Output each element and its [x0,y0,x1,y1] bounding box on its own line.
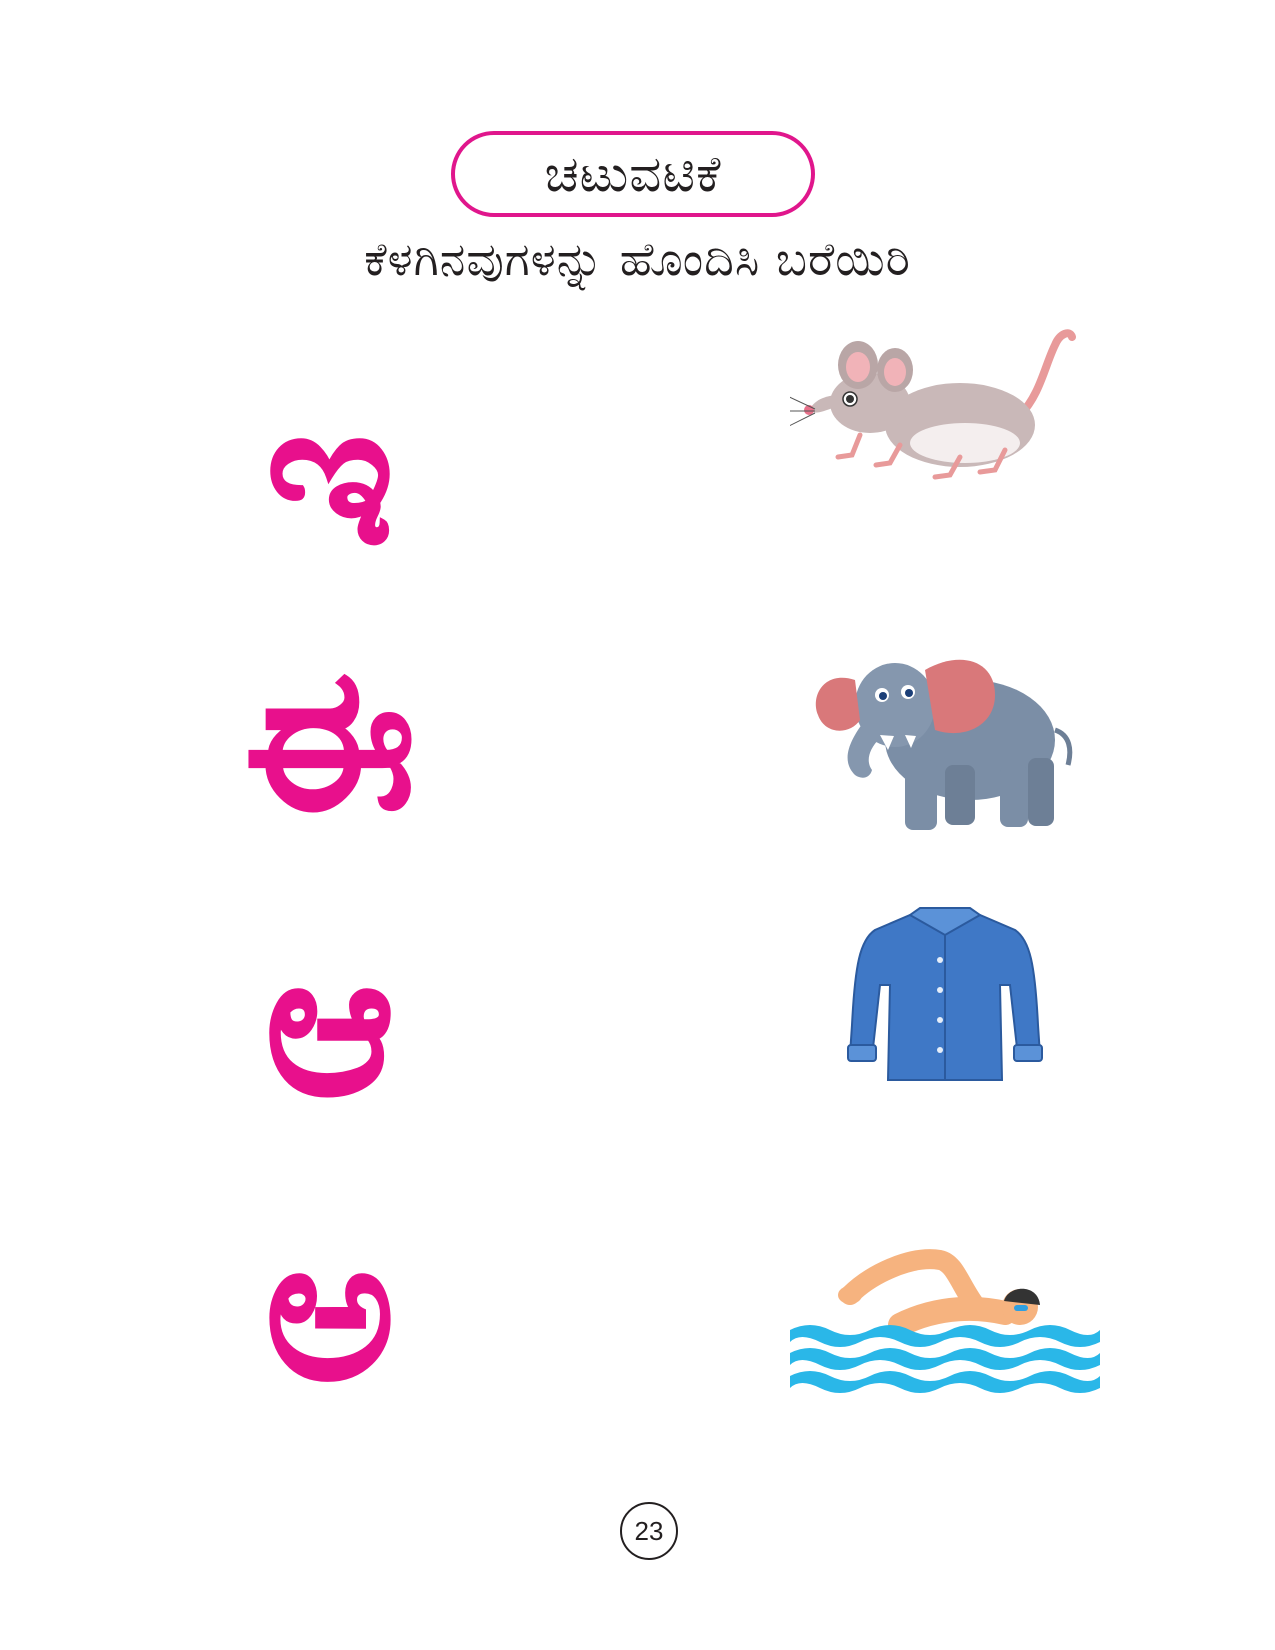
swimmer-icon [790,1235,1100,1395]
letter-3: ಆ [263,908,396,1141]
letter-2: ಈ [243,623,417,856]
shirt-icon [840,905,1050,1085]
page-number: 23 [620,1502,678,1560]
instruction-text: ಕೆಳಗಿನವುಗಳನ್ನು ಹೊಂದಿಸಿ ಬರೆಯಿರಿ [364,232,911,286]
activity-title: ಚಟುವಟಿಕೆ [451,131,815,217]
letter-1: ಇ [264,358,395,591]
elephant-icon [810,640,1080,840]
mouse-icon [790,325,1110,495]
letter-4: ಅ [264,1193,396,1426]
